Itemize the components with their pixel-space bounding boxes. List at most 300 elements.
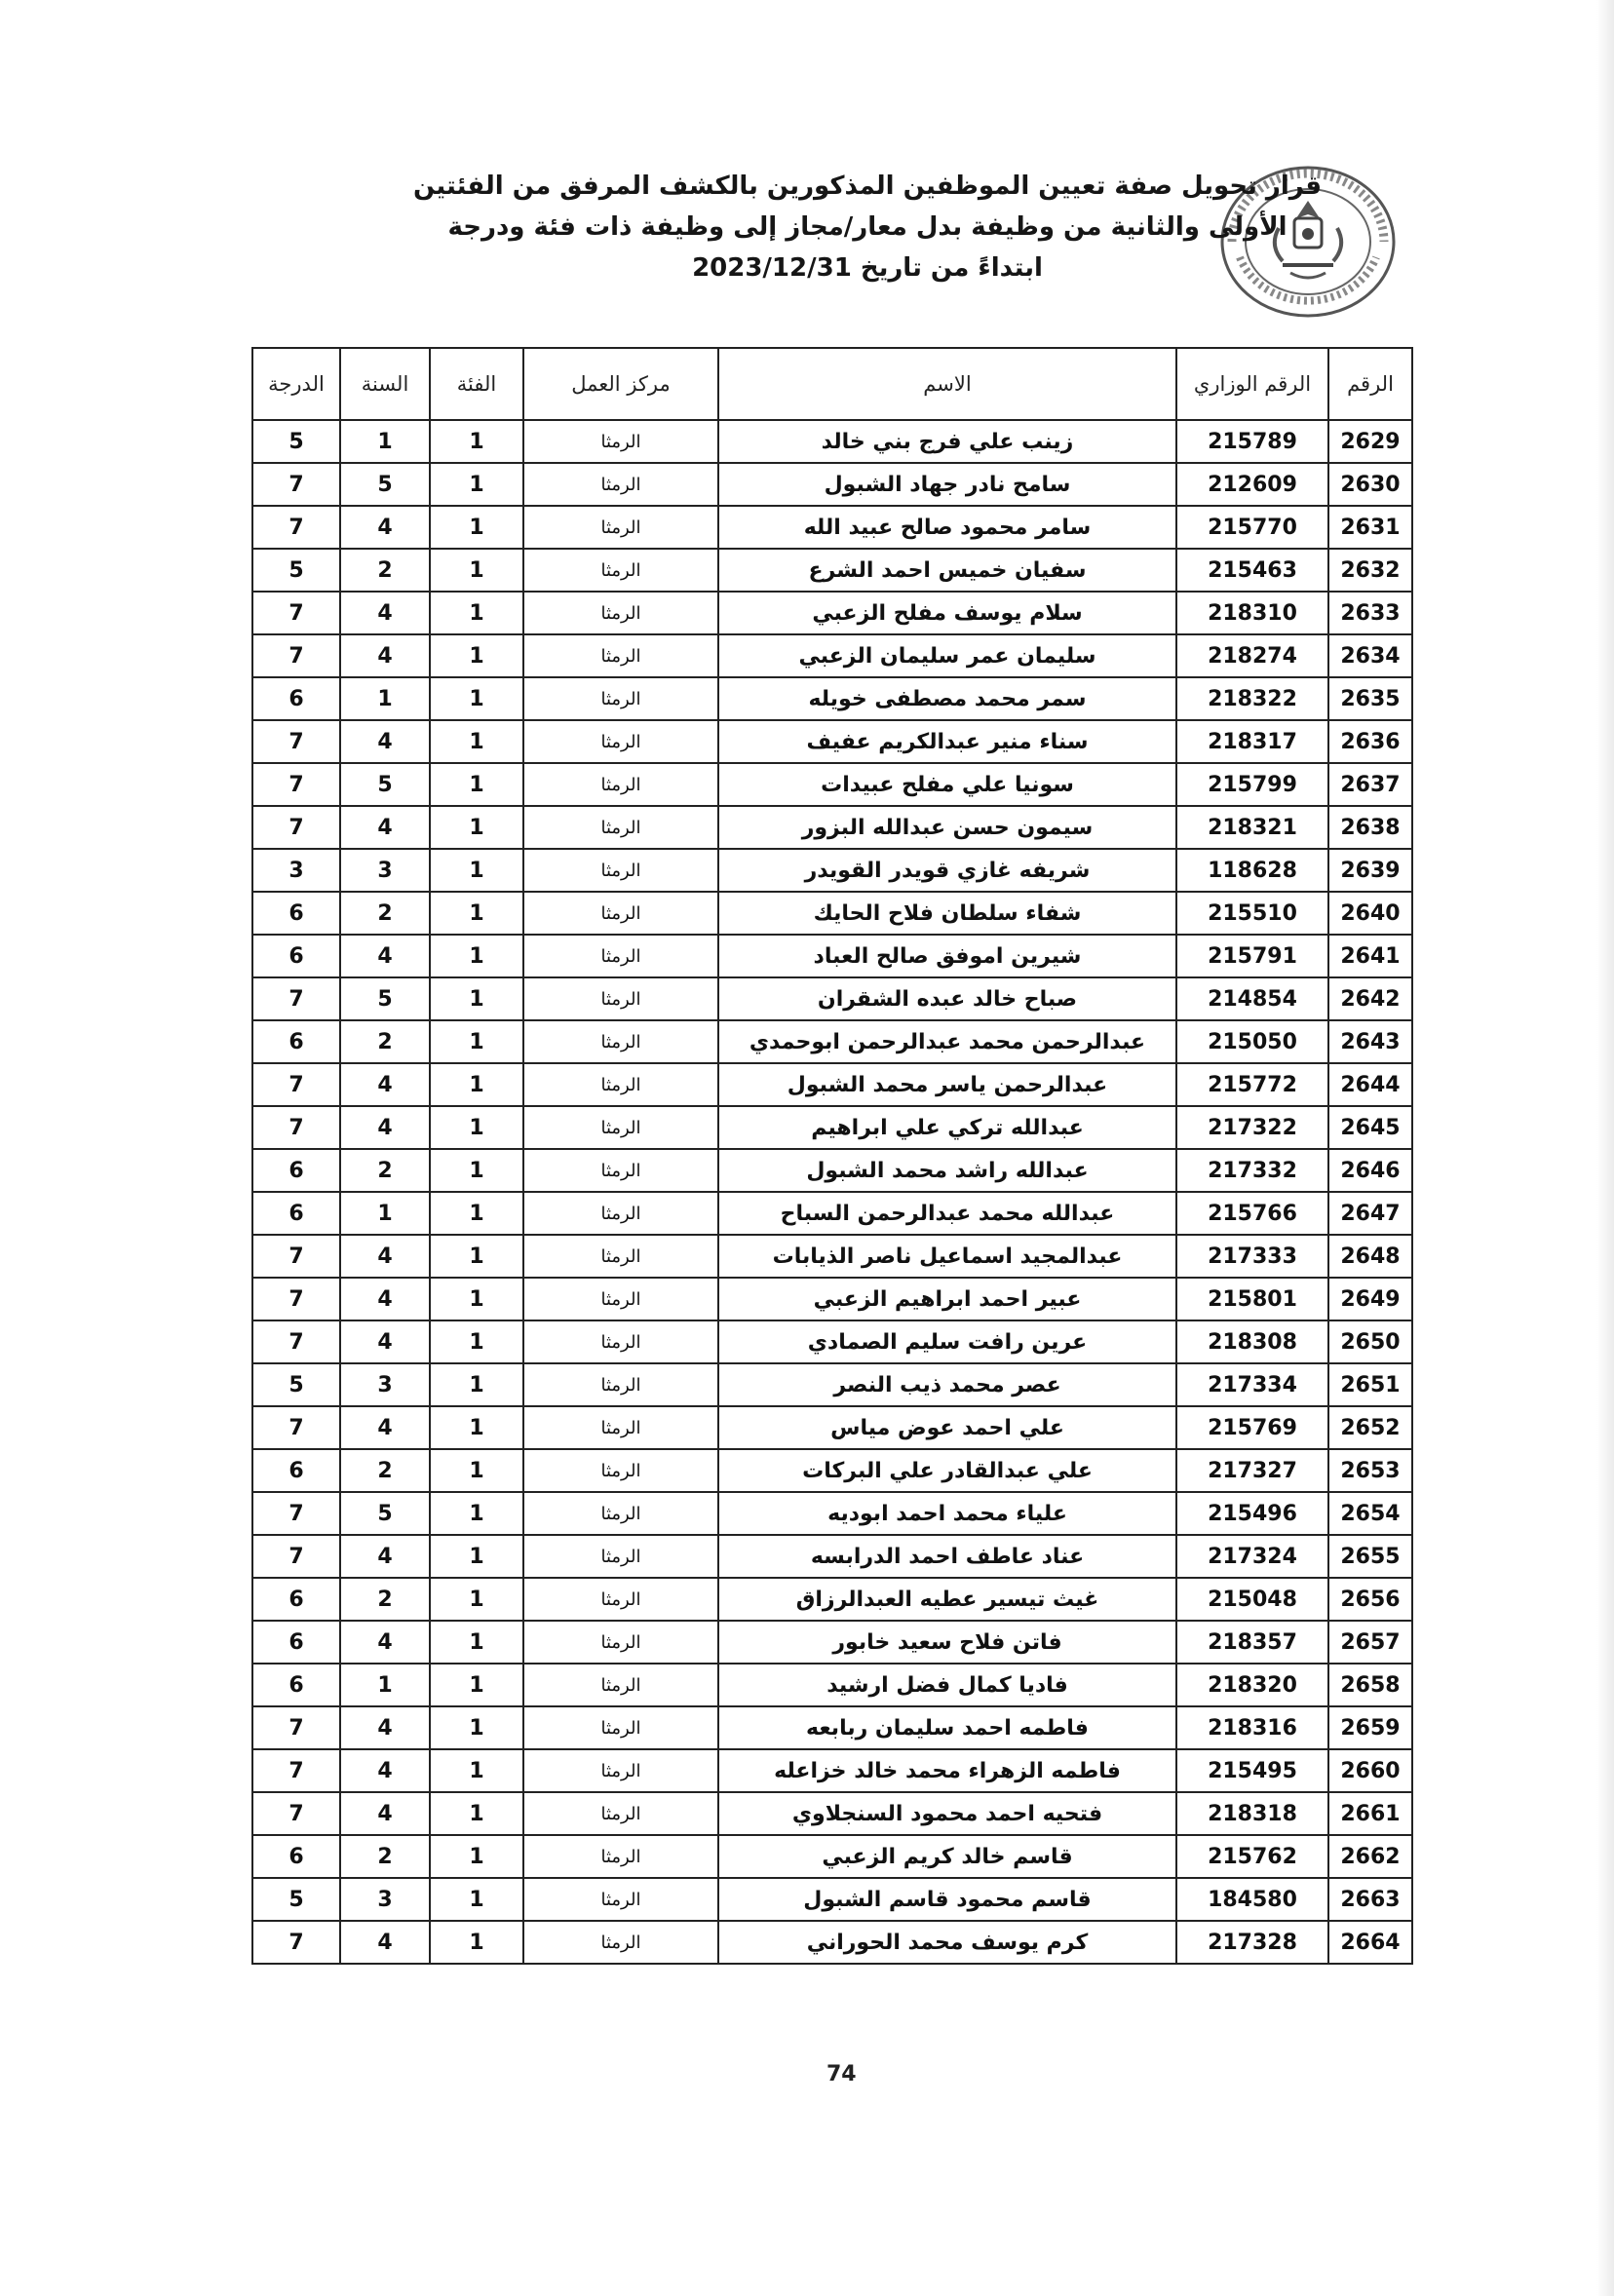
table-row (252, 806, 1412, 849)
cell-number: 2642 (1328, 977, 1412, 1020)
cell-grade: 6 (252, 1149, 340, 1192)
cell-ministry-id: 217332 (1176, 1149, 1328, 1192)
cell-name: سلام يوسف مفلح الزعبي (718, 592, 1176, 634)
cell-work-center: الرمثا (523, 977, 718, 1020)
cell-number: 2660 (1328, 1749, 1412, 1792)
cell-ministry-id: 217324 (1176, 1535, 1328, 1578)
cell-name: علي احمد عوض مياس (718, 1406, 1176, 1449)
cell-name: غيث تيسير عطيه العبدالرزاق (718, 1578, 1176, 1621)
cell-category: 1 (430, 806, 523, 849)
cell-year: 2 (340, 1020, 430, 1063)
cell-ministry-id: 218321 (1176, 806, 1328, 849)
header-work-center: مركز العمل (523, 348, 718, 420)
cell-work-center: الرمثا (523, 1406, 718, 1449)
cell-number: 2638 (1328, 806, 1412, 849)
cell-name: سامر محمود صالح عبيد الله (718, 506, 1176, 549)
cell-year: 3 (340, 849, 430, 892)
cell-year: 4 (340, 1792, 430, 1835)
cell-number: 2653 (1328, 1449, 1412, 1492)
cell-ministry-id: 118628 (1176, 849, 1328, 892)
cell-category: 1 (430, 634, 523, 677)
cell-ministry-id: 215463 (1176, 549, 1328, 592)
cell-category: 1 (430, 1192, 523, 1235)
cell-category: 1 (430, 977, 523, 1020)
cell-name: فاطمه الزهراء محمد خالد خزاعله (718, 1749, 1176, 1792)
cell-ministry-id: 184580 (1176, 1878, 1328, 1921)
cell-work-center: الرمثا (523, 1020, 718, 1063)
cell-category: 1 (430, 1063, 523, 1106)
cell-number: 2664 (1328, 1921, 1412, 1964)
cell-number: 2656 (1328, 1578, 1412, 1621)
table-row (252, 549, 1412, 592)
cell-name: فاطمه احمد سليمان ربابعه (718, 1706, 1176, 1749)
table-row (252, 1320, 1412, 1363)
cell-year: 3 (340, 1363, 430, 1406)
cell-work-center: الرمثا (523, 1106, 718, 1149)
table-row (252, 1363, 1412, 1406)
cell-name: فتحيه احمد محمود السنجلاوي (718, 1792, 1176, 1835)
cell-work-center: الرمثا (523, 1320, 718, 1363)
cell-grade: 7 (252, 1749, 340, 1792)
cell-grade: 7 (252, 806, 340, 849)
cell-category: 1 (430, 1235, 523, 1278)
cell-grade: 7 (252, 1406, 340, 1449)
cell-category: 1 (430, 1449, 523, 1492)
cell-grade: 6 (252, 1449, 340, 1492)
table-row (252, 592, 1412, 634)
cell-number: 2630 (1328, 463, 1412, 506)
cell-category: 1 (430, 1878, 523, 1921)
cell-number: 2652 (1328, 1406, 1412, 1449)
cell-number: 2651 (1328, 1363, 1412, 1406)
cell-category: 1 (430, 1020, 523, 1063)
table-row (252, 1749, 1412, 1792)
cell-work-center: الرمثا (523, 1192, 718, 1235)
cell-year: 4 (340, 1106, 430, 1149)
cell-ministry-id: 215496 (1176, 1492, 1328, 1535)
cell-name: سمر محمد مصطفى خويله (718, 677, 1176, 720)
cell-number: 2659 (1328, 1706, 1412, 1749)
cell-number: 2661 (1328, 1792, 1412, 1835)
cell-category: 1 (430, 1664, 523, 1706)
cell-work-center: الرمثا (523, 892, 718, 935)
table-row (252, 1578, 1412, 1621)
cell-name: قاسم خالد كريم الزعبي (718, 1835, 1176, 1878)
cell-year: 5 (340, 763, 430, 806)
cell-category: 1 (430, 892, 523, 935)
cell-work-center: الرمثا (523, 935, 718, 977)
cell-work-center: الرمثا (523, 1878, 718, 1921)
cell-work-center: الرمثا (523, 1664, 718, 1706)
cell-work-center: الرمثا (523, 549, 718, 592)
cell-work-center: الرمثا (523, 463, 718, 506)
cell-year: 4 (340, 720, 430, 763)
cell-grade: 7 (252, 463, 340, 506)
cell-year: 4 (340, 1921, 430, 1964)
cell-name: سليمان عمر سليمان الزعبي (718, 634, 1176, 677)
cell-year: 2 (340, 1149, 430, 1192)
cell-name: عصر محمد ذيب النصر (718, 1363, 1176, 1406)
cell-work-center: الرمثا (523, 1149, 718, 1192)
cell-number: 2639 (1328, 849, 1412, 892)
cell-ministry-id: 215799 (1176, 763, 1328, 806)
cell-category: 1 (430, 592, 523, 634)
cell-name: عبدالله محمد عبدالرحمن السباح (718, 1192, 1176, 1235)
cell-ministry-id: 215766 (1176, 1192, 1328, 1235)
cell-work-center: الرمثا (523, 1449, 718, 1492)
header-ministry-id: الرقم الوزاري (1176, 348, 1328, 420)
cell-ministry-id: 215789 (1176, 420, 1328, 463)
cell-category: 1 (430, 1792, 523, 1835)
table-row (252, 634, 1412, 677)
cell-number: 2632 (1328, 549, 1412, 592)
cell-work-center: الرمثا (523, 849, 718, 892)
cell-year: 4 (340, 1535, 430, 1578)
cell-name: عبدالمجيد اسماعيل ناصر الذيابات (718, 1235, 1176, 1278)
cell-number: 2648 (1328, 1235, 1412, 1278)
cell-work-center: الرمثا (523, 420, 718, 463)
cell-number: 2629 (1328, 420, 1412, 463)
cell-number: 2641 (1328, 935, 1412, 977)
cell-grade: 7 (252, 1235, 340, 1278)
cell-name: عبدالرحمن ياسر محمد الشبول (718, 1063, 1176, 1106)
cell-work-center: الرمثا (523, 1535, 718, 1578)
cell-ministry-id: 217328 (1176, 1921, 1328, 1964)
cell-ministry-id: 217334 (1176, 1363, 1328, 1406)
cell-number: 2640 (1328, 892, 1412, 935)
table-row (252, 1792, 1412, 1835)
cell-name: علياء محمد احمد ابوديه (718, 1492, 1176, 1535)
cell-ministry-id: 212609 (1176, 463, 1328, 506)
table-row (252, 1878, 1412, 1921)
cell-grade: 6 (252, 1578, 340, 1621)
cell-number: 2636 (1328, 720, 1412, 763)
cell-ministry-id: 215495 (1176, 1749, 1328, 1792)
cell-grade: 7 (252, 1106, 340, 1149)
cell-name: شريفه غازي قويدر القويدر (718, 849, 1176, 892)
cell-name: زينب علي فرج بني خالد (718, 420, 1176, 463)
cell-number: 2631 (1328, 506, 1412, 549)
cell-work-center: الرمثا (523, 506, 718, 549)
title-line-3: ابتداءً من تاريخ 2023/12/31 (692, 253, 1043, 283)
table-row (252, 1535, 1412, 1578)
cell-ministry-id: 218308 (1176, 1320, 1328, 1363)
cell-year: 5 (340, 463, 430, 506)
cell-name: سامح نادر جهاد الشبول (718, 463, 1176, 506)
cell-ministry-id: 215762 (1176, 1835, 1328, 1878)
cell-year: 4 (340, 592, 430, 634)
document-header (331, 166, 1403, 288)
cell-grade: 5 (252, 1363, 340, 1406)
cell-work-center: الرمثا (523, 1235, 718, 1278)
cell-category: 1 (430, 1921, 523, 1964)
cell-grade: 7 (252, 1921, 340, 1964)
cell-ministry-id: 214854 (1176, 977, 1328, 1020)
cell-year: 4 (340, 1406, 430, 1449)
cell-category: 1 (430, 1621, 523, 1664)
cell-name: عبير احمد ابراهيم الزعبي (718, 1278, 1176, 1320)
cell-work-center: الرمثا (523, 1578, 718, 1621)
cell-year: 2 (340, 892, 430, 935)
cell-year: 5 (340, 977, 430, 1020)
cell-year: 4 (340, 1235, 430, 1278)
cell-work-center: الرمثا (523, 1063, 718, 1106)
cell-work-center: الرمثا (523, 1921, 718, 1964)
cell-category: 1 (430, 935, 523, 977)
cell-grade: 3 (252, 849, 340, 892)
cell-grade: 7 (252, 720, 340, 763)
cell-number: 2637 (1328, 763, 1412, 806)
cell-grade: 7 (252, 763, 340, 806)
cell-grade: 7 (252, 1706, 340, 1749)
cell-number: 2634 (1328, 634, 1412, 677)
page-edge-shadow (1596, 0, 1614, 2296)
table-row (252, 763, 1412, 806)
cell-grade: 5 (252, 549, 340, 592)
cell-number: 2654 (1328, 1492, 1412, 1535)
cell-year: 2 (340, 549, 430, 592)
header-name: الاسم (718, 348, 1176, 420)
cell-name: صباح خالد عبده الشقران (718, 977, 1176, 1020)
cell-year: 4 (340, 935, 430, 977)
cell-year: 1 (340, 1192, 430, 1235)
cell-work-center: الرمثا (523, 1835, 718, 1878)
cell-ministry-id: 218318 (1176, 1792, 1328, 1835)
cell-name: عرين رافت سليم الصمادي (718, 1320, 1176, 1363)
table-row (252, 1706, 1412, 1749)
cell-category: 1 (430, 763, 523, 806)
cell-number: 2663 (1328, 1878, 1412, 1921)
cell-year: 2 (340, 1449, 430, 1492)
cell-grade: 6 (252, 1020, 340, 1063)
cell-year: 4 (340, 506, 430, 549)
cell-ministry-id: 215510 (1176, 892, 1328, 935)
cell-work-center: الرمثا (523, 677, 718, 720)
table-row (252, 506, 1412, 549)
cell-name: علي عبدالقادر علي البركات (718, 1449, 1176, 1492)
cell-year: 4 (340, 1621, 430, 1664)
cell-grade: 6 (252, 892, 340, 935)
cell-number: 2633 (1328, 592, 1412, 634)
title-line-2: الأولى والثانية من وظيفة بدل معار/مجاز إلى وظيفة ذات فئة ودرجة (447, 212, 1287, 242)
cell-ministry-id: 215050 (1176, 1020, 1328, 1063)
cell-category: 1 (430, 1535, 523, 1578)
table-row (252, 1406, 1412, 1449)
cell-grade: 7 (252, 634, 340, 677)
cell-name: فاتن فلاح سعيد خابور (718, 1621, 1176, 1664)
cell-year: 4 (340, 806, 430, 849)
table-row (252, 1621, 1412, 1664)
cell-category: 1 (430, 1106, 523, 1149)
cell-category: 1 (430, 1578, 523, 1621)
cell-number: 2635 (1328, 677, 1412, 720)
cell-year: 4 (340, 1063, 430, 1106)
cell-number: 2643 (1328, 1020, 1412, 1063)
table-row (252, 1192, 1412, 1235)
cell-work-center: الرمثا (523, 1621, 718, 1664)
cell-name: فاديا كمال فضل ارشيد (718, 1664, 1176, 1706)
table-row (252, 720, 1412, 763)
cell-category: 1 (430, 1749, 523, 1792)
cell-grade: 7 (252, 977, 340, 1020)
cell-grade: 7 (252, 506, 340, 549)
cell-year: 1 (340, 420, 430, 463)
cell-ministry-id: 215769 (1176, 1406, 1328, 1449)
cell-grade: 7 (252, 1278, 340, 1320)
cell-category: 1 (430, 1320, 523, 1363)
employees-table (251, 347, 1413, 1965)
cell-grade: 6 (252, 1664, 340, 1706)
cell-grade: 6 (252, 935, 340, 977)
cell-ministry-id: 218322 (1176, 677, 1328, 720)
cell-ministry-id: 215791 (1176, 935, 1328, 977)
cell-name: سيمون حسن عبدالله البزور (718, 806, 1176, 849)
cell-year: 5 (340, 1492, 430, 1535)
cell-work-center: الرمثا (523, 1278, 718, 1320)
cell-category: 1 (430, 677, 523, 720)
cell-name: كرم يوسف محمد الحوراني (718, 1921, 1176, 1964)
cell-ministry-id: 217322 (1176, 1106, 1328, 1149)
cell-work-center: الرمثا (523, 1792, 718, 1835)
cell-category: 1 (430, 1363, 523, 1406)
table-row (252, 935, 1412, 977)
table-row (252, 463, 1412, 506)
cell-category: 1 (430, 1406, 523, 1449)
header-grade: الدرجة (252, 348, 340, 420)
cell-name: شفاء سلطان فلاح الحايك (718, 892, 1176, 935)
cell-grade: 7 (252, 1535, 340, 1578)
cell-grade: 5 (252, 1878, 340, 1921)
title-line-1: قرار تحويل صفة تعيين الموظفين المذكورين بالكشف المرفق من الفئتين (413, 172, 1322, 201)
cell-year: 4 (340, 634, 430, 677)
page-number: 74 (826, 2062, 857, 2086)
table-row (252, 1492, 1412, 1535)
cell-ministry-id: 217327 (1176, 1449, 1328, 1492)
cell-category: 1 (430, 1835, 523, 1878)
cell-number: 2658 (1328, 1664, 1412, 1706)
cell-year: 4 (340, 1749, 430, 1792)
cell-ministry-id: 217333 (1176, 1235, 1328, 1278)
cell-category: 1 (430, 549, 523, 592)
cell-grade: 6 (252, 1835, 340, 1878)
cell-number: 2655 (1328, 1535, 1412, 1578)
cell-year: 4 (340, 1320, 430, 1363)
cell-work-center: الرمثا (523, 806, 718, 849)
cell-category: 1 (430, 420, 523, 463)
cell-ministry-id: 218317 (1176, 720, 1328, 763)
cell-category: 1 (430, 720, 523, 763)
cell-grade: 7 (252, 1792, 340, 1835)
header-year: السنة (340, 348, 430, 420)
cell-category: 1 (430, 506, 523, 549)
cell-grade: 5 (252, 420, 340, 463)
cell-number: 2647 (1328, 1192, 1412, 1235)
cell-work-center: الرمثا (523, 1749, 718, 1792)
cell-year: 1 (340, 1664, 430, 1706)
cell-ministry-id: 215770 (1176, 506, 1328, 549)
table-row (252, 1106, 1412, 1149)
cell-ministry-id: 218320 (1176, 1664, 1328, 1706)
cell-work-center: الرمثا (523, 1706, 718, 1749)
cell-work-center: الرمثا (523, 763, 718, 806)
table-row (252, 1235, 1412, 1278)
table-row (252, 1063, 1412, 1106)
cell-name: عبدالله راشد محمد الشبول (718, 1149, 1176, 1192)
table-row (252, 1020, 1412, 1063)
cell-work-center: الرمثا (523, 1492, 718, 1535)
cell-grade: 7 (252, 1320, 340, 1363)
cell-name: سونيا علي مفلح عبيدات (718, 763, 1176, 806)
cell-year: 4 (340, 1278, 430, 1320)
cell-grade: 7 (252, 1063, 340, 1106)
cell-category: 1 (430, 1492, 523, 1535)
header-category: الفئة (430, 348, 523, 420)
cell-category: 1 (430, 463, 523, 506)
cell-work-center: الرمثا (523, 720, 718, 763)
cell-grade: 6 (252, 1192, 340, 1235)
cell-ministry-id: 218274 (1176, 634, 1328, 677)
cell-name: عبدالله تركي علي ابراهيم (718, 1106, 1176, 1149)
cell-year: 2 (340, 1835, 430, 1878)
table-header-row (252, 348, 1412, 420)
cell-number: 2646 (1328, 1149, 1412, 1192)
table-row (252, 420, 1412, 463)
cell-work-center: الرمثا (523, 592, 718, 634)
cell-name: سناء منير عبدالكريم عفيف (718, 720, 1176, 763)
cell-grade: 7 (252, 592, 340, 634)
table-row (252, 849, 1412, 892)
cell-name: عناد عاطف احمد الدرابسه (718, 1535, 1176, 1578)
cell-name: سفيان خميس احمد الشرع (718, 549, 1176, 592)
cell-grade: 6 (252, 677, 340, 720)
cell-name: شيرين اموفق صالح العباد (718, 935, 1176, 977)
cell-grade: 7 (252, 1492, 340, 1535)
table-row (252, 1149, 1412, 1192)
cell-ministry-id: 215801 (1176, 1278, 1328, 1320)
cell-name: قاسم محمود قاسم الشبول (718, 1878, 1176, 1921)
cell-work-center: الرمثا (523, 634, 718, 677)
cell-ministry-id: 218357 (1176, 1621, 1328, 1664)
cell-grade: 6 (252, 1621, 340, 1664)
table-row (252, 892, 1412, 935)
table-body (252, 420, 1412, 1964)
table-row (252, 1664, 1412, 1706)
table-row (252, 977, 1412, 1020)
cell-ministry-id: 215772 (1176, 1063, 1328, 1106)
cell-number: 2644 (1328, 1063, 1412, 1106)
table-row (252, 1835, 1412, 1878)
cell-name: عبدالرحمن محمد عبدالرحمن ابوحمدي (718, 1020, 1176, 1063)
cell-number: 2657 (1328, 1621, 1412, 1664)
cell-category: 1 (430, 1149, 523, 1192)
cell-category: 1 (430, 1706, 523, 1749)
cell-number: 2650 (1328, 1320, 1412, 1363)
cell-number: 2649 (1328, 1278, 1412, 1320)
table-row (252, 1278, 1412, 1320)
cell-year: 4 (340, 1706, 430, 1749)
cell-ministry-id: 218310 (1176, 592, 1328, 634)
table-row (252, 1449, 1412, 1492)
cell-ministry-id: 218316 (1176, 1706, 1328, 1749)
cell-work-center: الرمثا (523, 1363, 718, 1406)
cell-year: 1 (340, 677, 430, 720)
cell-category: 1 (430, 849, 523, 892)
cell-ministry-id: 215048 (1176, 1578, 1328, 1621)
cell-year: 2 (340, 1578, 430, 1621)
table-row (252, 1921, 1412, 1964)
cell-year: 3 (340, 1878, 430, 1921)
cell-number: 2662 (1328, 1835, 1412, 1878)
